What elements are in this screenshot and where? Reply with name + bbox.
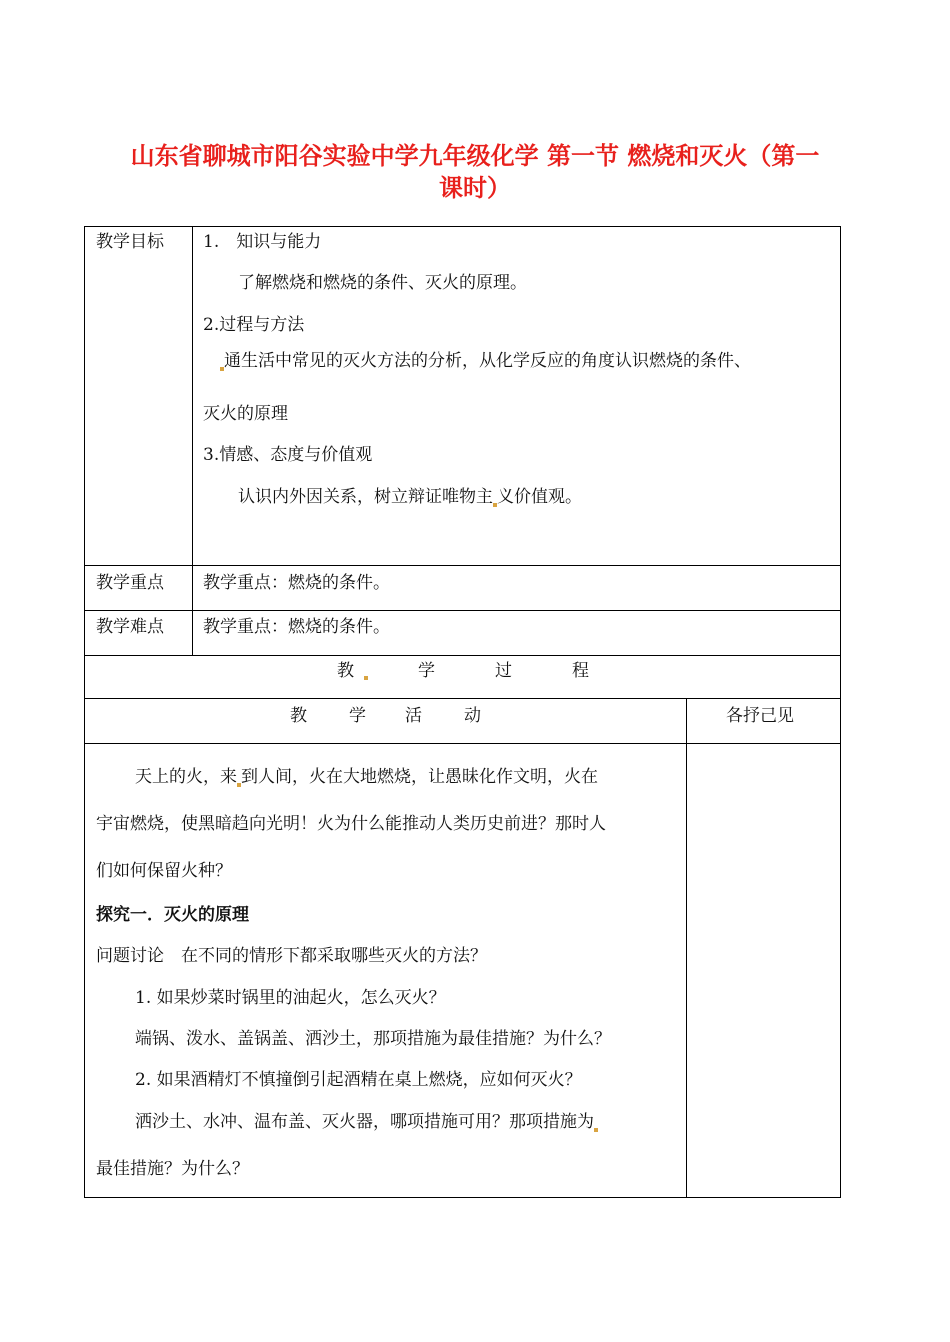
intro-line-3: 们如何保留火种？	[96, 861, 232, 881]
question-1-answer: 端锅、泼水、盖锅盖、洒沙土，那项措施为最佳措施？为什么？	[135, 1029, 611, 1049]
question-2-answer-line-2: 最佳措施？为什么？	[96, 1159, 249, 1179]
title-line-1: 山东省聊城市阳谷实验中学九年级化学 第一节 燃烧和灭火（第一	[130, 142, 820, 170]
activity-header-char: 动	[464, 706, 481, 726]
table-border-top	[84, 226, 841, 227]
label-column-divider	[192, 226, 193, 656]
process-char: 程	[572, 661, 589, 681]
notes-column-header: 各抒己见	[726, 706, 794, 726]
row-divider	[84, 610, 841, 611]
process-char: 学	[418, 661, 435, 681]
ink-mark	[364, 676, 368, 680]
table-border-left	[84, 226, 85, 1198]
question-1: 1. 如果炒菜时锅里的油起火，怎么灭火？	[135, 988, 446, 1008]
objective-3-heading: 3.情感、态度与价值观	[203, 445, 373, 465]
row-divider	[84, 565, 841, 566]
difficulty-label: 教学难点	[96, 617, 164, 637]
ink-mark	[594, 1128, 598, 1132]
row-divider	[84, 655, 841, 656]
notes-column-divider	[686, 698, 687, 1198]
activity-header-char: 学	[349, 706, 366, 726]
objectives-label: 教学目标	[96, 232, 164, 252]
objective-1-heading: 1. 知识与能力	[203, 232, 322, 252]
activity-header-char: 活	[405, 706, 422, 726]
objective-2-heading: 2.过程与方法	[203, 315, 305, 335]
table-border-bottom	[84, 1197, 841, 1198]
activity-header-char: 教	[290, 706, 307, 726]
discussion-question: 问题讨论 在不同的情形下都采取哪些灭火的方法？	[96, 946, 487, 966]
process-char: 教	[337, 661, 354, 681]
row-divider	[84, 743, 841, 744]
intro-line-2: 宇宙燃烧，使黑暗趋向光明！火为什么能推动人类历史前进？那时人	[96, 814, 606, 834]
objective-2-text-line-2: 灭火的原理	[203, 404, 288, 424]
question-2-answer-line-1: 洒沙土、水冲、温布盖、灭火器，哪项措施可用？那项措施为	[135, 1111, 598, 1133]
key-point-text: 教学重点：燃烧的条件。	[203, 573, 390, 593]
objective-3-text: 认识内外因关系，树立辩证唯物主 义价值观。	[238, 487, 582, 507]
row-divider	[84, 698, 841, 699]
process-char: 过	[495, 661, 512, 681]
question-2: 2. 如果酒精灯不慎撞倒引起酒精在桌上燃烧，应如何灭火？	[135, 1070, 582, 1090]
title-line-2: 课时）	[439, 174, 511, 202]
document-title	[100, 140, 850, 204]
objective-2-text-line-1: 通生活中常见的灭火方法的分析，从化学反应的角度认识燃烧的条件、	[220, 350, 751, 372]
intro-line-1: 天上的火，来 到人间，火在大地燃烧，让愚昧化作文明，火在	[135, 767, 598, 787]
table-border-right	[840, 226, 841, 1198]
section-heading: 探究一．灭火的原理	[96, 905, 249, 925]
key-point-label: 教学重点	[96, 573, 164, 593]
objective-1-text: 了解燃烧和燃烧的条件、灭火的原理。	[238, 273, 527, 293]
difficulty-text: 教学重点：燃烧的条件。	[203, 617, 390, 637]
